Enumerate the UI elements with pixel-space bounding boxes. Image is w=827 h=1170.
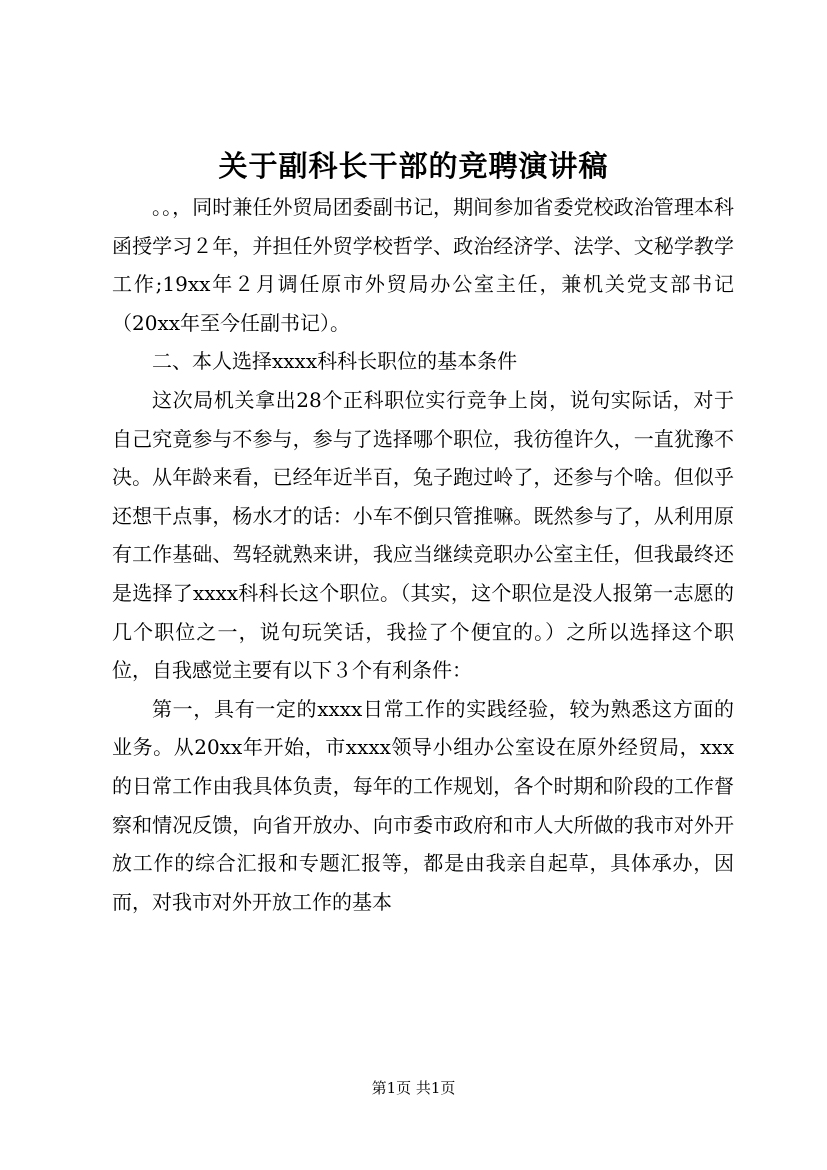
section-heading: 二、本人选择xxxx科科长职位的基本条件 [152,349,518,374]
document-body [112,188,734,921]
paragraph: 这次局机关拿出28个正科职位实行竞争上岗，说句实际话，对于自己究竟参与不参与，参与了选择哪个职位，我彷徨许久，一直犹豫不决。从年龄来看，已经年近半百，兔子跑过岭了，还参与个啥。但似乎还想干点事，杨水才的话：小车不倒只管推嘛。既然参与了，从利用原有工作基础、驾轻就熟来讲，我应当继续竞职办公室主任，但我最终还是选择了xxxx科科长这个职位。（其实，这个职位是没人报第一志愿的几个职位之一，说句玩笑话，我捡了个便宜的。）之所以选择这个职位，自我感觉主要有以下３个有利条件： [112,387,734,683]
document-title: 关于副科长干部的竞聘演讲稿 [218,149,609,183]
page-footer [0,1077,827,1099]
paragraph: 。。，同时兼任外贸局团委副书记，期间参加省委党校政治管理本科函授学习２年，并担任外贸学校哲学、政治经济学、法学、文秘学教学工作;19xx年２月调任原市外贸局办公室主任，兼机关党支部书记（20xx年至今任副书记）。 [112,195,734,335]
page-number: 第1页 共1页 [371,1079,456,1097]
paragraph: 第一，具有一定的xxxx日常工作的实践经验，较为熟悉这方面的业务。从20xx年开始，市xxxx领导小组办公室设在原外经贸局，xxx的日常工作由我具体负责，每年的工作规划，各个时期和阶段的工作督察和情况反馈，向省开放办、向市委市政府和市人大所做的我市对外开放工作的综合汇报和专题汇报等，都是由我亲自起草，具体承办，因而，对我市对外开放工作的基本 [112,696,734,914]
